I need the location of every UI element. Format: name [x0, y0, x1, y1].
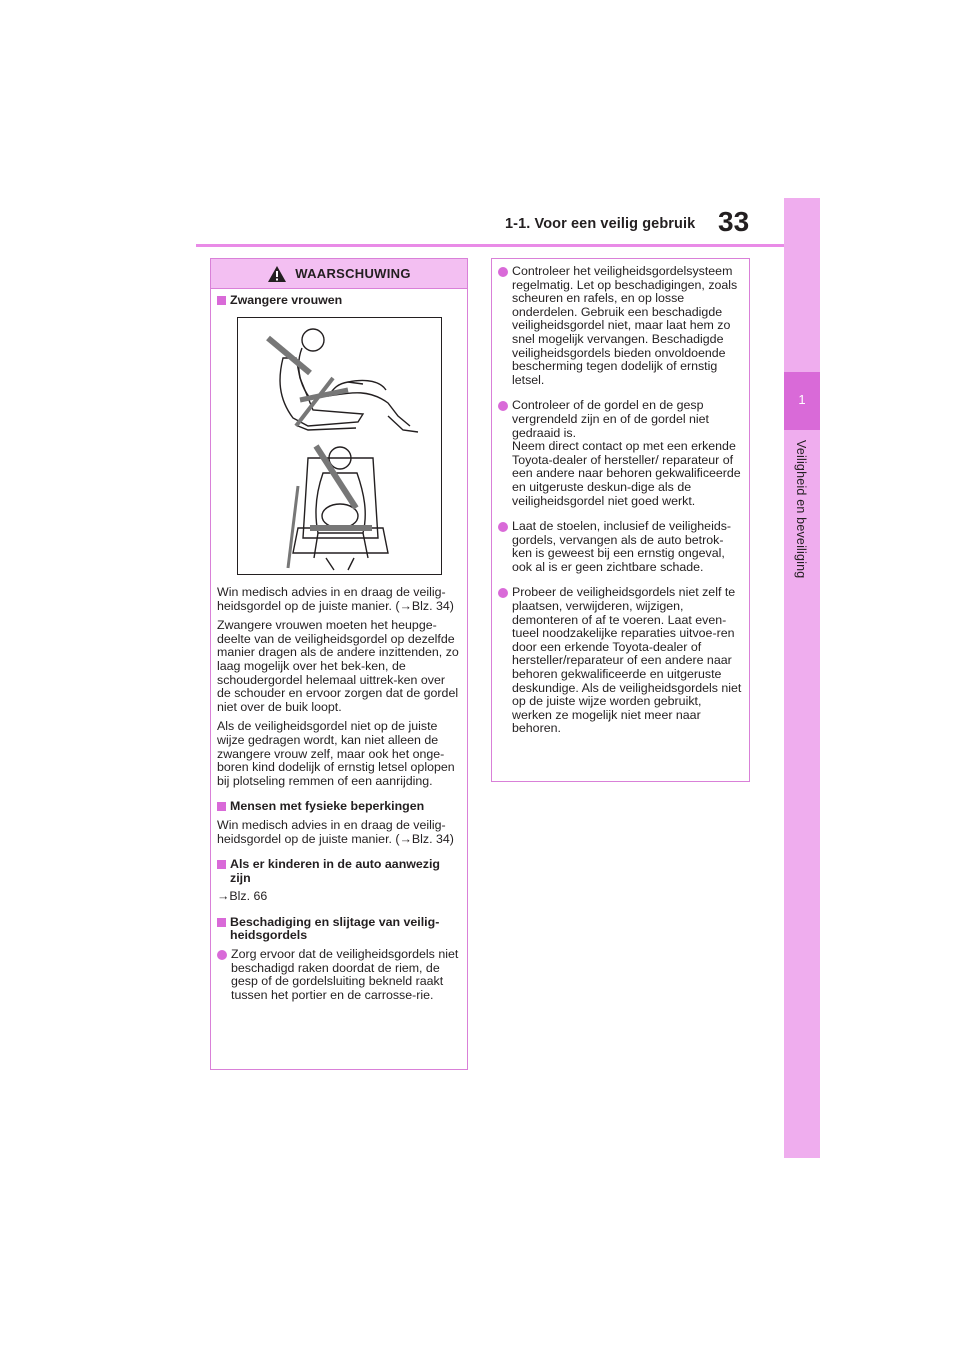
section-heading [217, 294, 461, 308]
heading-text: Zwangere vrouwen [230, 293, 343, 307]
bullet-text-group [512, 399, 743, 508]
section-title: 1-1. Voor een veilig gebruik [505, 216, 696, 232]
paragraph: Als de veiligheidsgordel niet op de juiste wijze gedragen wordt, kan niet alleen de zwangere vrouw zelf, maar ook het onge-boren kind dodelijk of ernstig letsel oplopen bij plotseling remmen of een aanrijding. [217, 719, 455, 788]
square-bullet-icon [217, 802, 226, 811]
bullet-text: Probeer de veiligheidsgordels niet zelf te plaatsen, verwijderen, wijzigen, demonteren of af te voeren. Laat even-tueel noodzakelijke reparaties uitvoe-ren door een erkende Toyota-dealer of hersteller/reparateur of een andere naar behoren gekwalificeerde en uitgeruste deskundige. Als de veiligheidsgordels niet op de juiste wijze worden gebruikt, werken ze mogelijk niet meer naar behoren. [512, 585, 742, 736]
chapter-label: Veiligheid en beveiliging [794, 440, 808, 579]
warning-text [217, 586, 461, 1002]
chapter-side-tab [784, 198, 820, 1158]
round-bullet-icon [498, 267, 508, 277]
header-rule [196, 244, 784, 247]
paragraph: →Blz. 66 [217, 889, 268, 904]
heading-text: Als er kinderen in de auto aanwezig zijn [230, 857, 441, 885]
seatbelt-illustration-svg [238, 318, 441, 574]
paragraph: Win medisch advies in en draag de veilig-heidsgordel op de juiste manier. (→Blz. 34) [217, 585, 454, 613]
bullet-item [498, 265, 743, 387]
square-bullet-icon [217, 918, 226, 927]
bullet-item [498, 399, 743, 508]
round-bullet-icon [498, 588, 508, 598]
warning-triangle-icon [267, 265, 287, 283]
bullet-item [217, 948, 461, 1002]
warning-content [217, 294, 461, 313]
round-bullet-icon [498, 522, 508, 532]
heading-text: Beschadiging en slijtage van veilig-heidsgordels [230, 914, 440, 943]
section-heading [217, 858, 461, 885]
paragraph: Zwangere vrouwen moeten het heupge-deelte van de veiligheidsgordel op dezelfde manier dragen als de andere inzittenden, zo laag mogelijk over het bek-ken, de schoudergordel helemaal uittrek-ken over de schouder en ervoor zorgen dat de gordel niet over de buik loopt. [217, 618, 459, 714]
bullet-text: Zorg ervoor dat de veiligheidsgordels niet beschadigd raken doordat de riem, de gesp of de gordelsluiting bekneld raakt tussen het portier en de carrosse-rie. [231, 947, 459, 1002]
round-bullet-icon [498, 401, 508, 411]
warning-title: WAARSCHUWING [295, 266, 411, 281]
warning-box [210, 258, 468, 1070]
chapter-number: 1 [798, 392, 806, 407]
bullet-item [498, 586, 743, 736]
square-bullet-icon [217, 860, 226, 869]
heading-text: Mensen met fysieke beperkingen [230, 799, 425, 814]
page-number: 33 [718, 206, 750, 237]
section-heading [217, 916, 461, 943]
info-box [491, 258, 750, 782]
round-bullet-icon [217, 950, 227, 960]
info-content [498, 265, 743, 736]
warning-header [211, 259, 467, 289]
paragraph: Win medisch advies in en draag de veilig-heidsgordel op de juiste manier. (→Blz. 34) [217, 817, 454, 846]
bullet-text: Controleer het veiligheidsgordelsysteem regelmatig. Let op beschadigingen, zoals scheuren en rafels, en op losse onderdelen. Gebruik een beschadigde veiligheidsgordel niet, maar laat hem zo snel mogelijk vervangen. Beschadigde veiligheidsgordels bieden onvoldoende bescherming tegen dodelijk of ernstig letsel. [512, 264, 738, 387]
bullet-text: Controleer of de gordel en de gesp vergrendeld zijn en of de gordel niet gedraaid is. [512, 398, 710, 440]
bullet-text: Laat de stoelen, inclusief de veiligheids-gordels, vervangen als de auto betrok-ken is geweest bij een ernstig ongeval, ook al is er geen zichtbare schade. [512, 519, 732, 574]
square-bullet-icon [217, 296, 226, 305]
section-heading [217, 800, 461, 814]
bullet-item [498, 520, 743, 574]
pregnant-woman-seatbelt-illustration [237, 317, 442, 575]
bullet-text: Neem direct contact op met een erkende Toyota-dealer of hersteller/ reparateur of een andere naar behoren gekwalificeerde en uitgeruste deskun-dige als de veiligheidsgordel niet goed werkt. [512, 439, 741, 508]
